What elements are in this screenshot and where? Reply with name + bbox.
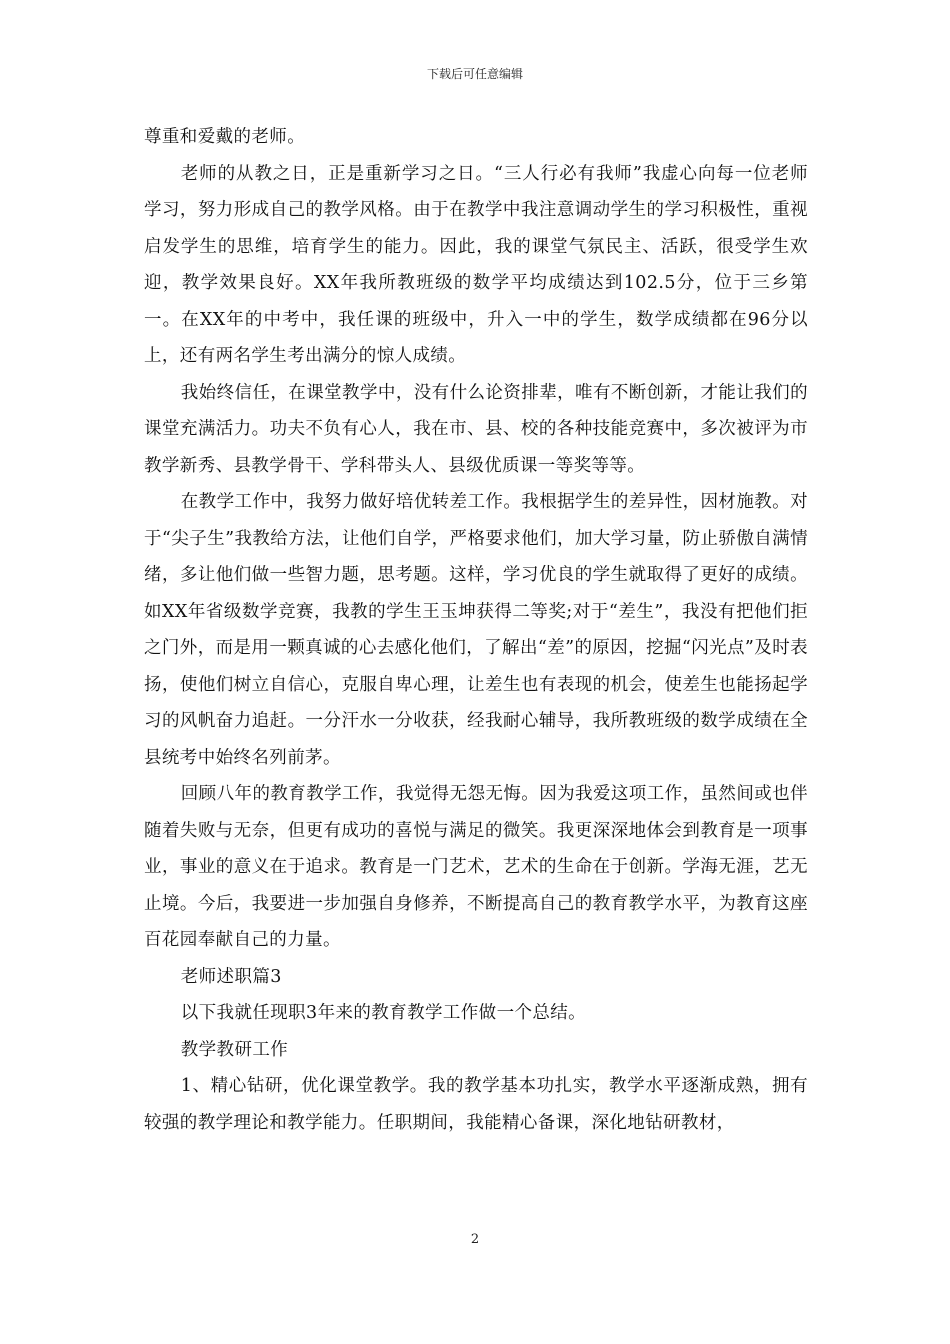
- document-body: [144, 119, 808, 1141]
- paragraph: 我始终信任，在课堂教学中，没有什么论资排辈，唯有不断创新，才能让我们的课堂充满活力。功夫不负有心人，我在市、县、校的各种技能竞赛中，多次被评为市教学新秀、县教学骨干、学科带头人、县级优质课一等奖等等。: [144, 382, 808, 476]
- page-number: 2: [470, 1232, 480, 1247]
- paragraph: 在教学工作中，我努力做好培优转差工作。我根据学生的差异性，因材施教。对于“尖子生”我教给方法，让他们自学，严格要求他们，加大学习量，防止骄傲自满情绪，多让他们做一些智力题，思考题。这样，学习优良的学生就取得了更好的成绩。如XX年省级数学竞赛，我教的学生王玉坤获得二等奖;对于“差生”，我没有把他们拒之门外，而是用一颗真诚的心去感化他们，了解出“差”的原因，挖掘“闪光点”及时表扬，使他们树立自信心，克服自卑心理，让差生也有表现的机会，使差生也能扬起学习的风帆奋力追赶。一分汗水一分收获，经我耐心辅导，我所教班级的数学成绩在全县统考中始终名列前茅。: [144, 492, 808, 768]
- paragraph: 老师的从教之日，正是重新学习之日。“三人行必有我师”我虚心向每一位老师学习，努力形成自己的教学风格。由于在教学中我注意调动学生的学习积极性，重视启发学生的思维，培育学生的能力。因此，我的课堂气氛民主、活跃，很受学生欢迎，教学效果良好。XX年我所教班级的数学平均成绩达到102.5分，位于三乡第一。在XX年的中考中，我任课的班级中，升入一中的学生，数学成绩都在96分以上，还有两名学生考出满分的惊人成绩。: [144, 163, 808, 366]
- section-heading: 教学教研工作: [180, 1039, 289, 1060]
- paragraph: 回顾八年的教育教学工作，我觉得无怨无悔。因为我爱这项工作，虽然间或也伴随着失败与无奈，但更有成功的喜悦与满足的微笑。我更深深地体会到教育是一项事业，事业的意义在于追求。教育是一门艺术，艺术的生命在于创新。学海无涯，艺无止境。今后，我要进一步加强自身修养，不断提高自己的教育教学水平，为教育这座百花园奉献自己的力量。: [144, 784, 808, 950]
- paragraph-continuation: 尊重和爱戴的老师。: [144, 127, 306, 147]
- paragraph: 以下我就任现职3年来的教育教学工作做一个总结。: [180, 1003, 587, 1023]
- page-header: 下载后可任意编辑: [426, 67, 523, 81]
- paragraph: 1、精心钻研，优化课堂教学。我的教学基本功扎实，教学水平逐渐成熟，拥有较强的教学理论和教学能力。任职期间，我能精心备课，深化地钻研教材，: [144, 1076, 808, 1133]
- section-heading: 老师述职篇3: [180, 966, 282, 987]
